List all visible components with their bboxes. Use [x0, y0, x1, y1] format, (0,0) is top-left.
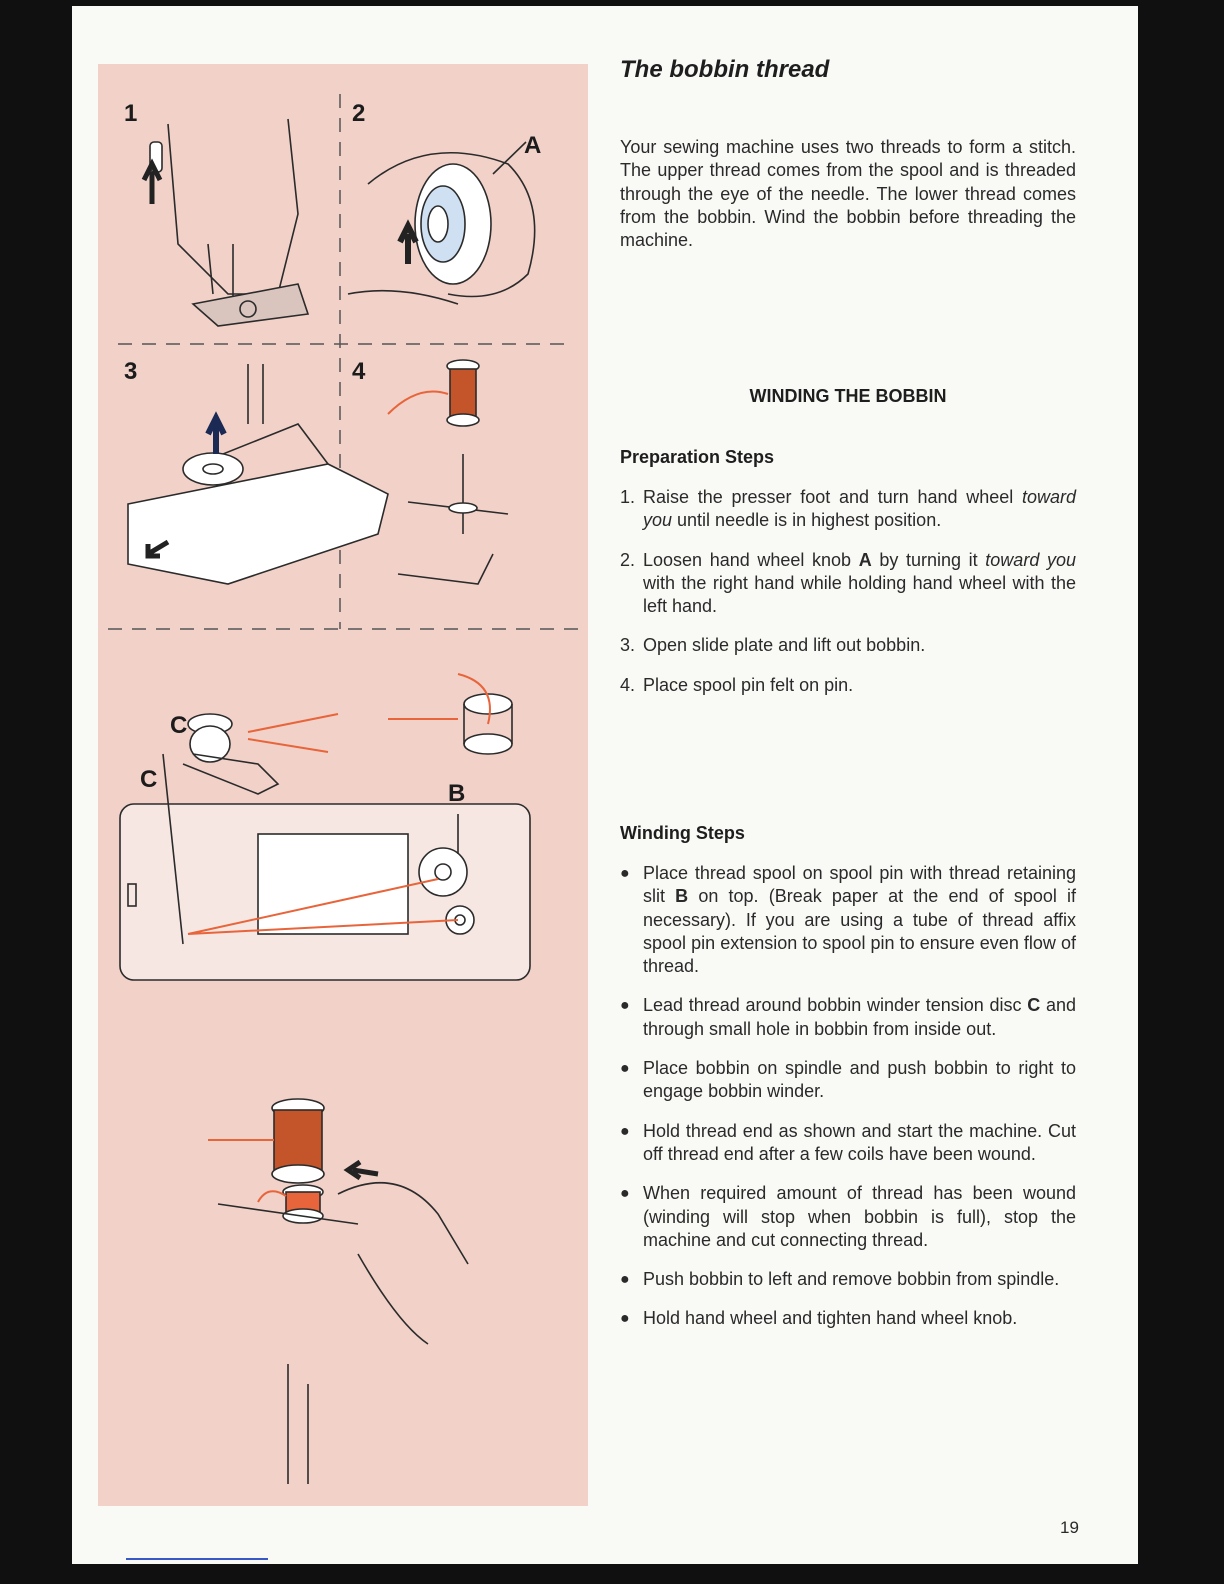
figure-4-spool-pin	[388, 360, 508, 584]
figure-label-disc-small: C	[170, 712, 188, 739]
illustrations	[98, 64, 588, 1506]
bottom-rule	[126, 1558, 268, 1560]
winding-steps	[620, 862, 1076, 1331]
step-item: 3. Open slide plate and lift out bobbin.	[620, 635, 926, 656]
figure-1-presser-foot	[144, 119, 308, 326]
figure-label-disc-c: C	[140, 766, 158, 793]
bullet-item: ● Lead thread around bobbin winder tension disc C and through small hole in bobbin from inside out.	[620, 995, 1076, 1039]
bullet-item: ● Hold hand wheel and tighten hand wheel knob.	[620, 1308, 1018, 1329]
figure-label-knob-a: A	[524, 132, 542, 159]
section-heading: WINDING THE BOBBIN	[749, 386, 947, 406]
figure-2-hand-wheel	[348, 142, 535, 304]
preparation-heading: Preparation Steps	[620, 447, 775, 467]
figure-3-slide-plate	[128, 364, 388, 584]
step-item: 1. Raise the presser foot and turn hand wheel toward you until needle is in highest position.	[620, 487, 1076, 531]
figure-label-1: 1	[124, 100, 138, 127]
bullet-item: ● Place bobbin on spindle and push bobbin to right to engage bobbin winder.	[620, 1058, 1076, 1102]
intro-paragraph: Your sewing machine uses two threads to form a stitch. The upper thread comes from the spool and is threaded through the eye of the needle. The lower thread comes from the bobbin. Wind the bobbin before threading the machine.	[620, 137, 1076, 251]
figure-label-2: 2	[352, 100, 366, 127]
step-item: 4. Place spool pin felt on pin.	[620, 674, 854, 695]
bullet-item: ● When required amount of thread has been wound (winding will stop when bobbin is full), stop the machine and cut connecting thread.	[620, 1183, 1076, 1250]
manual-page	[72, 6, 1138, 1564]
page-number: 19	[1060, 1518, 1079, 1537]
figure-label-3: 3	[124, 358, 138, 385]
step-item: 2. Loosen hand wheel knob A by turning it toward you with the right hand while holding hand wheel with the left hand.	[620, 549, 1076, 617]
bullet-item: ● Push bobbin to left and remove bobbin from spindle.	[620, 1269, 1060, 1290]
page-title: The bobbin thread	[620, 56, 830, 83]
figure-label-4: 4	[352, 358, 366, 385]
bullet-item: ● Hold thread end as shown and start the machine. Cut off thread end after a few coils have been wound.	[620, 1120, 1076, 1164]
bullet-item: ● Place thread spool on spool pin with thread retaining slit B on top. (Break paper at the end of spool if necessary). If you are using a tube of thread affix spool pin extension to spool pin to ensure even flow of thread.	[620, 863, 1077, 977]
preparation-steps	[620, 486, 1076, 697]
illustration-panel	[98, 64, 588, 1506]
figure-label-slit-b: B	[448, 780, 466, 807]
figure-6-winding	[208, 1099, 468, 1484]
winding-heading: Winding Steps	[620, 823, 745, 843]
